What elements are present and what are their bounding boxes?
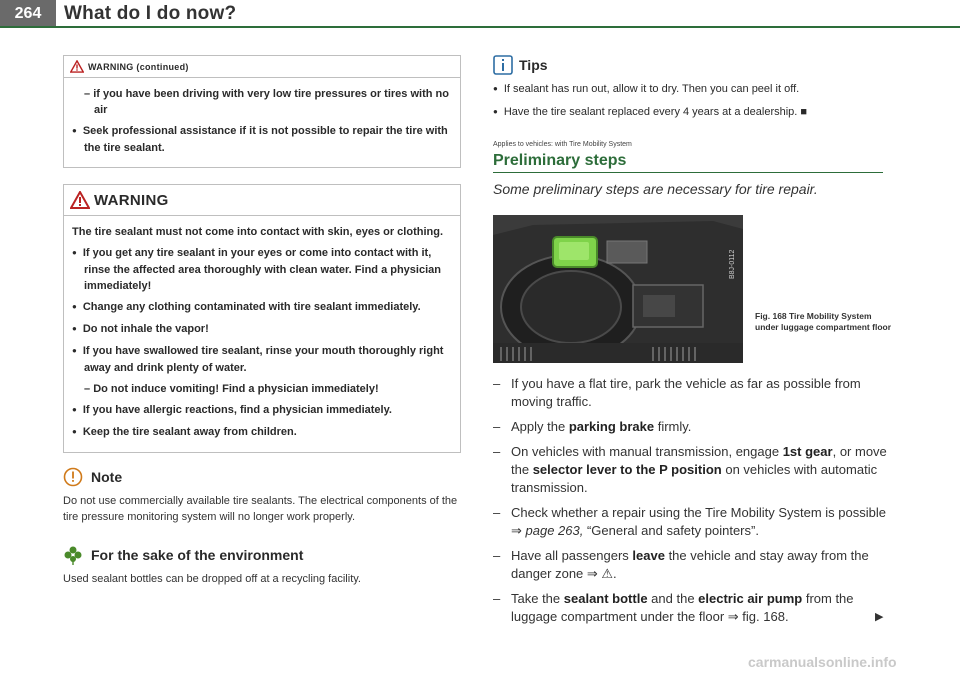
note-exclamation-icon	[63, 467, 83, 487]
tire-mobility-illustration	[493, 215, 743, 363]
environment-text: Used sealant bottles can be dropped off at a recycling facility.	[63, 573, 361, 585]
step-item: – Take the sealant bottle and the electric air pump from the luggage compartment under the floor ⇒ fig. 168. ▶	[493, 590, 893, 626]
warning-bullet: ● If you get any tire sealant in your eyes or come into contact with it, rinse the affected area thoroughly with clean water. Find a physician immediately!	[72, 245, 452, 294]
warning-continued-bullet: ● Seek professional assistance if it is not possible to repair the tire with the tire sealant.	[72, 123, 452, 156]
warning-continued-subitem: – if you have been driving with very low tire pressures or tires with no air	[84, 88, 449, 116]
running-title: What do I do now?	[64, 3, 237, 24]
environment-header	[63, 545, 461, 565]
warning-triangle-icon	[70, 191, 90, 209]
tip-item: ● Have the tire sealant replaced every 4 years at a dealership. ■	[493, 104, 893, 121]
page-header	[0, 0, 960, 36]
steps-list	[493, 375, 893, 626]
warning-intro: The tire sealant must not come into contact with skin, eyes or clothing.	[72, 226, 444, 238]
warning-box	[63, 184, 461, 453]
applies-to: Applies to vehicles: with Tire Mobility System	[493, 141, 632, 148]
warning-continued-header	[64, 56, 460, 78]
left-column	[63, 55, 461, 587]
warning-continued-box	[63, 55, 461, 168]
environment-section	[63, 545, 461, 587]
step-item: – On vehicles with manual transmission, engage 1st gear, or move the selector lever to the P position on vehicles with automatic transmission.	[493, 443, 893, 497]
warning-bullet: ● If you have swallowed tire sealant, rinse your mouth thoroughly right away and drink plenty of water.	[72, 343, 452, 376]
figure-code: B8J-0112	[729, 249, 736, 279]
step-item: – Apply the parking brake firmly.	[493, 418, 893, 436]
luggage-compartment-photo	[493, 215, 743, 363]
header-rule	[0, 26, 960, 28]
section-title: Preliminary steps	[493, 152, 627, 169]
step-item: – If you have a flat tire, park the vehicle as far as possible from moving traffic.	[493, 375, 893, 411]
warning-bullet: ● Do not inhale the vapor!	[72, 321, 452, 338]
right-column	[493, 55, 893, 633]
environment-label: For the sake of the environment	[91, 547, 304, 563]
warning-bullet: ● If you have allergic reactions, find a physician immediately.	[72, 402, 452, 419]
warning-bullet: ● Change any clothing contaminated with tire sealant immediately.	[72, 299, 452, 316]
note-header	[63, 467, 461, 487]
leaf-icon	[63, 545, 83, 565]
section-intro: Some preliminary steps are necessary for tire repair.	[493, 181, 818, 197]
warning-triangle-icon	[70, 60, 84, 73]
note-label: Note	[91, 469, 123, 485]
warning-continued-label: WARNING (continued)	[88, 61, 189, 72]
tips-label: Tips	[519, 57, 548, 73]
warning-header	[64, 185, 460, 216]
figure-caption: Fig. 168 Tire Mobility System under luggage compartment floor	[755, 311, 892, 332]
tip-item: ● If sealant has run out, allow it to dry. Then you can peel it off.	[493, 81, 893, 98]
step-item: – Have all passengers leave the vehicle and stay away from the danger zone ⇒ ⚠.	[493, 547, 893, 583]
page-number: 264	[0, 0, 56, 27]
warning-subitem: – Do not induce vomiting! Find a physician immediately!	[84, 383, 379, 395]
figure-168	[493, 215, 893, 363]
tips-header	[493, 55, 893, 75]
note-section	[63, 467, 461, 525]
note-text: Do not use commercially available tire sealants. The electrical components of the tire pressure monitoring system will no longer work properly.	[63, 495, 458, 523]
watermark: carmanualsonline.info	[748, 654, 897, 670]
warning-continued-body	[64, 78, 460, 167]
warning-bullet: ● Keep the tire sealant away from children.	[72, 424, 452, 441]
step-item: – Check whether a repair using the Tire Mobility System is possible ⇒ page 263, “General and safety pointers”.	[493, 504, 893, 540]
section-rule	[493, 172, 883, 173]
warning-body	[64, 216, 460, 452]
info-icon	[493, 55, 513, 75]
warning-label: WARNING	[94, 191, 169, 209]
